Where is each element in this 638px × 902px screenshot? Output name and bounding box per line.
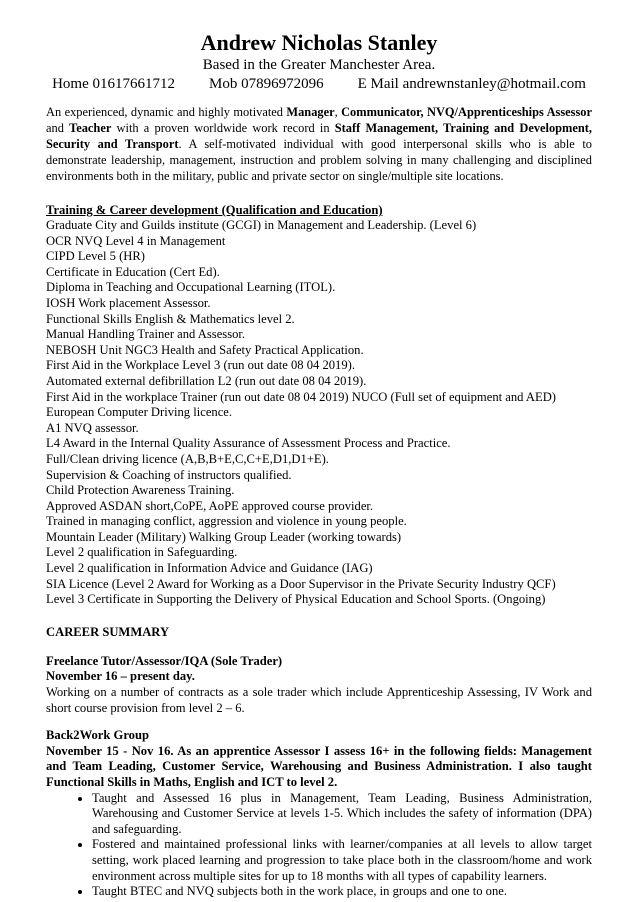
qualification-item: Full/Clean driving licence (A,B,B+E,C,C+E,D1,D1+E). xyxy=(46,451,329,466)
qualification-item: Mountain Leader (Military) Walking Group Leader (working towards) xyxy=(46,529,402,544)
qualification-item: L4 Award in the Internal Quality Assurance of Assessment Process and Practice. xyxy=(46,436,451,451)
qualification-item: CIPD Level 5 (HR) xyxy=(46,249,145,264)
contact-line xyxy=(46,75,592,94)
job-description: Working on a number of contracts as a sole trader which include Apprenticeship Assessing, IV Work and short course provision from level 2 – 6. xyxy=(46,685,592,715)
qualification-item: Supervision & Coaching of instructors qualified. xyxy=(46,467,292,482)
mobile-phone: Mob 07896972096 xyxy=(208,76,324,92)
qualification-item: SIA Licence (Level 2 Award for Working as a Door Supervisor in the Private Security Industry QCF) xyxy=(46,576,556,591)
email-address: E Mail andrewnstanley@hotmail.com xyxy=(357,76,586,92)
qualification-item: Level 2 qualification in Information Advice and Guidance (IAG) xyxy=(46,561,373,576)
qualification-item: First Aid in the Workplace Level 3 (run out date 08 04 2019). xyxy=(46,358,355,373)
qualification-item: Diploma in Teaching and Occupational Learning (ITOL). xyxy=(46,280,336,295)
duty-bullet: • Fostered and maintained professional links with learner/companies at all levels to allow target setting, work placed learning and progression to take place both in the classroom/home and work environment across multiple sites for up to 18 months with all types of capability learners. xyxy=(92,837,592,884)
profile-summary: An experienced, dynamic and highly motivated Manager, Communicator, NVQ/Apprenticeships Assessor and Teacher with a proven worldwide work record in Staff Management, Training and Development, Security and Transport. A self-motivated individual with good interpersonal skills who is able to demonstrate leadership, management, instruction and problem solving in many challenging and disciplined environments both in the military, public and private sector on single/multiple site locations. xyxy=(46,105,592,183)
qualification-item: Automated external defibrillation L2 (run out date 08 04 2019). xyxy=(46,373,367,388)
qualification-item: Certificate in Education (Cert Ed). xyxy=(46,264,220,279)
job-dates: November 16 – present day. xyxy=(46,669,195,684)
qualification-item: OCR NVQ Level 4 in Management xyxy=(46,233,226,248)
qualification-item: Child Protection Awareness Training. xyxy=(46,483,235,498)
qualification-item: First Aid in the workplace Trainer (run out date 08 04 2019) NUCO (Full set of equipment and AED) xyxy=(46,389,556,404)
job-duties-list xyxy=(46,791,592,900)
job-freelance xyxy=(46,654,592,716)
qualification-item: IOSH Work placement Assessor. xyxy=(46,295,211,310)
qualification-list xyxy=(46,218,592,608)
qualification-item: European Computer Driving licence. xyxy=(46,405,233,420)
qualification-item: Approved ASDAN short,CoPE, AoPE approved course provider. xyxy=(46,498,374,513)
qualification-item: A1 NVQ assessor. xyxy=(46,420,139,435)
location-line: Based in the Greater Manchester Area. xyxy=(202,57,436,73)
job-description: November 15 - Nov 16. As an apprentice Assessor I assess 16+ in the following fields: Management and Team Leading, Customer Service, Warehousing and Business Administration. I also taught Functional Skills in Maths, English and ICT to level 2. xyxy=(46,743,592,789)
training-section-title: Training & Career development (Qualification and Education) xyxy=(46,203,383,217)
qualification-item: Manual Handling Trainer and Assessor. xyxy=(46,327,246,342)
home-phone: Home 01617661712 xyxy=(52,76,175,92)
duty-bullet: • Taught and Assessed 16 plus in Management, Team Leading, Business Administration, Warehousing and Customer Service at levels 1-5. Which includes the safety of information (DPA) and safeguarding. xyxy=(92,791,592,838)
job-title: Back2Work Group xyxy=(46,728,149,743)
qualification-item: Trained in managing conflict, aggression and violence in young people. xyxy=(46,514,407,529)
qualification-item: Graduate City and Guilds institute (GCGI) in Management and Leadership. (Level 6) xyxy=(46,218,477,232)
career-summary-title: CAREER SUMMARY xyxy=(46,624,170,639)
qualification-item: Level 3 Certificate in Supporting the Delivery of Physical Education and School Sports. (Ongoing) xyxy=(46,592,546,607)
candidate-name: Andrew Nicholas Stanley xyxy=(200,30,438,55)
qualification-item: Level 2 qualification in Safeguarding. xyxy=(46,545,238,560)
job-back2work xyxy=(46,728,592,900)
job-title: Freelance Tutor/Assessor/IQA (Sole Trader) xyxy=(46,653,283,668)
duty-bullet: • Taught BTEC and NVQ subjects both in the work place, in groups and one to one. xyxy=(92,884,592,900)
qualification-item: NEBOSH Unit NGC3 Health and Safety Practical Application. xyxy=(46,342,364,357)
qualification-item: Functional Skills English & Mathematics level 2. xyxy=(46,311,295,326)
